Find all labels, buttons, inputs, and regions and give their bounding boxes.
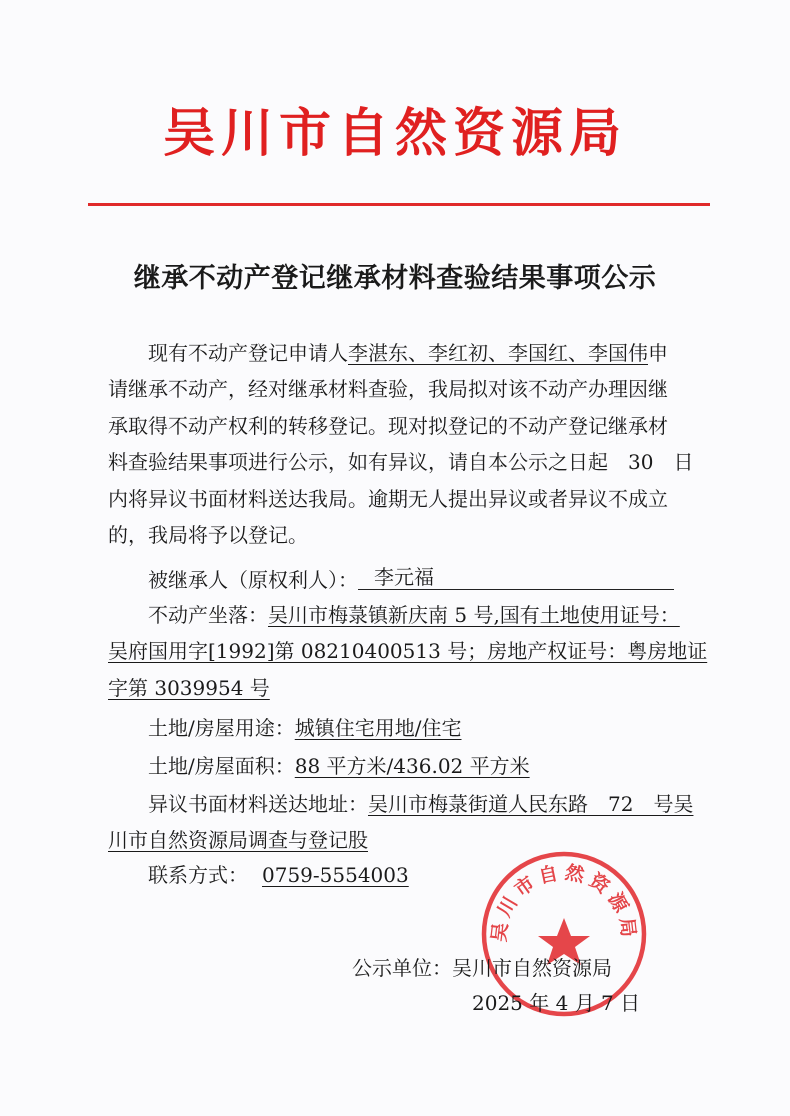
usage-value: 城镇住宅用地/住宅: [294, 716, 462, 740]
decedent-row: [148, 567, 674, 590]
property-value-1: 吴川市梅菉镇新庆南 5 号,国有土地使用证号：: [268, 603, 680, 627]
address-line-1: [148, 794, 693, 814]
issuer-value: 吴川市自然资源局: [452, 956, 612, 980]
contact-label: 联系方式：: [148, 863, 248, 887]
address-value-1: 吴川市梅菉街道人民东路 72 号吴: [368, 792, 694, 816]
intro-line-5: 内将异议书面材料送达我局。逾期无人提出异议或者异议不成立: [108, 487, 668, 511]
issuer-row: [352, 958, 612, 978]
property-line-1: [148, 605, 680, 625]
contact-value: 0759-5554003: [262, 863, 409, 887]
usage-label: 土地/房屋用途：: [148, 716, 295, 740]
document-title: 继承不动产登记继承材料查验结果事项公示: [133, 263, 657, 294]
issuer-label: 公示单位：: [352, 956, 452, 980]
decedent-value: 李元福: [374, 565, 434, 589]
property-line-2: [108, 641, 707, 661]
contact-row: [148, 865, 409, 885]
area-label: 土地/房屋面积：: [148, 754, 295, 778]
seal-text: 吴川市自然资源局: [488, 861, 640, 944]
address-line-2: [108, 830, 368, 850]
decedent-label: 被继承人（原权利人）：: [148, 568, 358, 592]
intro-prefix: 现有不动产登记申请人: [148, 341, 348, 365]
intro-line-4: 料查验结果事项进行公示，如有异议，请自本公示之日起 30 日: [108, 450, 694, 474]
intro-line-2: 请继承不动产，经对继承材料查验，我局拟对该不动产办理因继: [108, 377, 668, 401]
letterhead-divider: [88, 203, 710, 206]
property-line-3: [108, 678, 270, 698]
usage-row: [148, 718, 462, 738]
decedent-blank: [358, 567, 674, 590]
address-label: 异议书面材料送达地址：: [148, 792, 368, 816]
area-row: [148, 756, 530, 776]
intro-line-3: 承取得不动产权利的转移登记。现对拟登记的不动产登记继承材: [108, 414, 668, 438]
intro-line-6: 的，我局将予以登记。: [108, 523, 308, 547]
address-value-2: 川市自然资源局调查与登记股: [108, 828, 368, 852]
property-value-3: 字第 3039954 号: [108, 676, 270, 700]
issue-date: 2025 年 4 月 7 日: [472, 991, 641, 1015]
applicants-value: 李湛东、李红初、李国红、李国伟: [348, 341, 648, 365]
intro-line-1: [148, 343, 668, 363]
property-value-2: 吴府国用字[1992]第 08210400513 号；房地产权证号：粤房地证: [108, 639, 708, 663]
area-value: 88 平方米/436.02 平方米: [294, 754, 530, 778]
property-label: 不动产坐落：: [148, 603, 268, 627]
org-letterhead: 吴川市自然资源局: [162, 103, 627, 164]
intro-line-1-end: 申: [648, 341, 668, 365]
